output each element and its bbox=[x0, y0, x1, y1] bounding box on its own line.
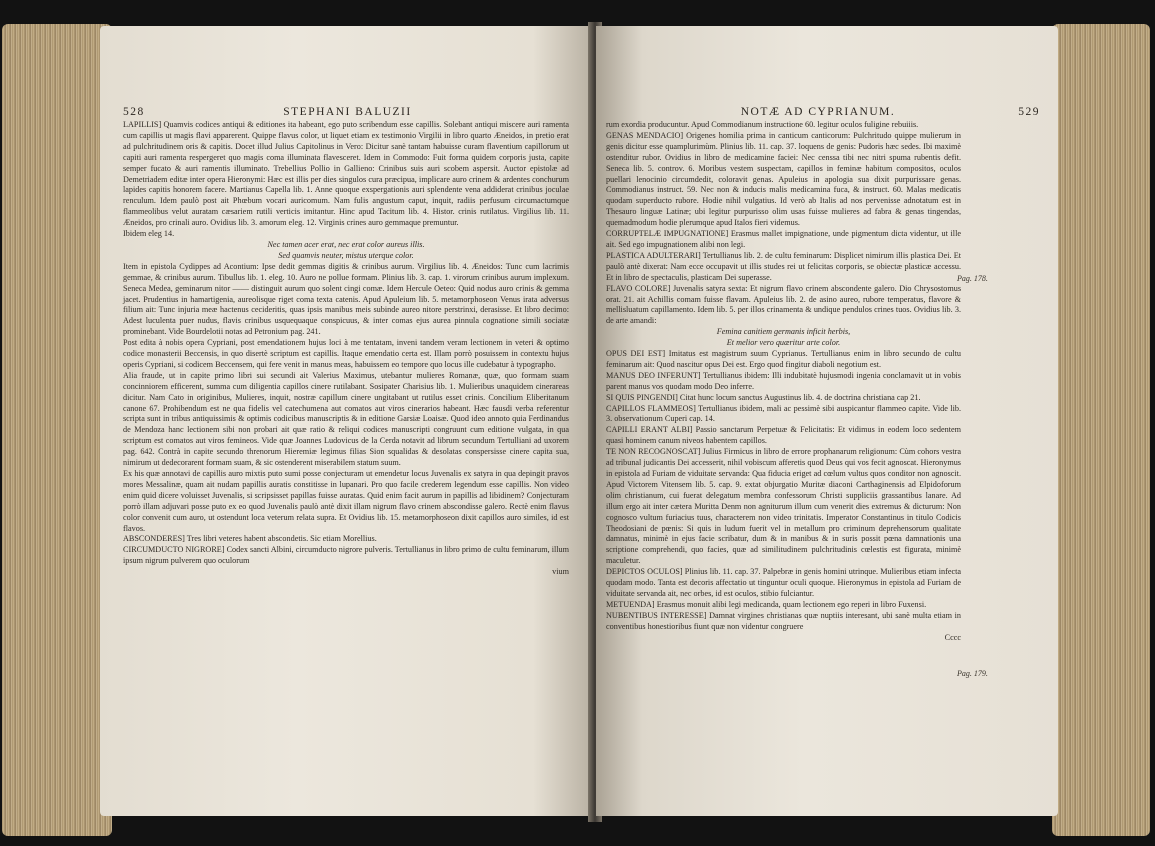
verse-line: Nec tamen acer erat, nec erat color aureus illis. bbox=[267, 239, 425, 249]
paragraph: GENAS MENDACIO] Origenes homilia prima in canticum canticorum: Pulchritudo quippe mulierum in genis dicitur esse quamplurimùm. Plinius lib. 11. cap. 37. loquens de genis: Pudoris hæc sedes. Ibi maximè ostenditur rubor. Ovidius in libro de medicamine faciei: Nec censsa tibi nec nitri spuma rubentis defit. Seneca lib. 5. controv. 6. Moribus vestem suspectam, capillos in feminæ habitum compositos, oculos puellari lenocinio circumdedit, coloravit genas. Apuleius in apologia sua dixit purpurissare genas. Commodianus instruct. 59. Nec non & inducis malis medicamina fuca, & instruct. 60. Malas medicatis quodam superducto rubore. Hodie nihil vulgatius. Id verò ab Italis ad nos pervenisse adnotatum est in Thesauro linguæ Latinæ; ubi legitur purpurisso olim usas fuisse mulieres ad fabra & genas tingendas, quemadmodum hodie plerumque apud Italos fieri videmus. bbox=[606, 130, 961, 228]
paragraph: DEPICTOS OCULOS] Plinius lib. 11. cap. 37. Palpebræ in genis homini utrinque. Mulieribus etiam infecta quodam modo. Tanta est decoris affectatio ut tinguntur oculi quoque. Hieronymus in epistola ad Furiam de viduitate servanda ait, nec orbes, id est oculos, stibio fulciantur. bbox=[606, 567, 961, 598]
left-page bbox=[100, 26, 592, 816]
paragraph: LAPILLIS] Quamvis codices antiqui & editiones ita habeant, ego puto scribendum esse capillis. Solebant antiqui miscere auri ramenta cum capillis ut magis flavi apparerent. Quippe flavus color, ut liquet etiam ex testimonio Virgilii in libro quarto Æneidos, in pretio erat ad pulchritudinem oris & capitis. Docet illud Julius Capitolinus in Vero: Dicitur sanè tantam habuisse curam flaventium capillorum ut capiti auri ramenta respergeret quo magis coma illuminata flavesceret. Idem in Commodo: Fuit forma quidem corporis justa, capite semper fucato & auri ramentis illuminato. Trebellius Pollio in Gallieno: Crinibus suis auri scobem aspersit. Auctor epistolæ ad Demetriadem editæ inter opera Hieronymi: Hæc est illis per dies singulos cura præcipua, implicare auro crinem & ardentes conchurum lapides capitis honorem facere. Martianus Capella lib. 1. Anne quoque exspergationis auri splendente vena addiderat crinibus joculae renculum. Idem paulò post ait Phœbum vocari auricomum. Nam fulis angustum caput, inquit, radiis perfusum circumactumque flammeolibus velut auratam cæsariem rutili verticis imitantur. Hinc apud Tacitum lib. 4. Histor. crinis rutilatus. Virgilius lib. 11. Æneidos, pro crinali auro. Ovidius lib. 3. amorum eleg. 12. Virginis crines auro gemmaque premuntur. bbox=[123, 120, 569, 228]
right-page-number: 529 bbox=[1018, 106, 1040, 118]
verse-intro: Ibidem eleg 14. bbox=[123, 229, 175, 239]
right-page-text bbox=[606, 120, 961, 644]
paragraph: Alia fraude, ut in capite primo libri sui secundi ait Valerius Maximus, utebantur mulieres Romanæ, quæ, quo formam suam concinniorem efficerent, summa cum diligentia capillos cinere rutilabant. Sosipater Charisius lib. 1. Mulieribus unaquidem cinerareas dicitur. Nam Cato in originibus, Mulieres, inquit, nostræ capillum cinere ungitabant ut rutilus esset crinis. Concilium Eliberitanum canone 67. Prohibendum est ne qua fidelis vel catechumena aut comatos aut viros cinerarios habeant. Hæc fausdi verba referentur scripta sunt in tribus antiquissimis & optimis codicibus manuscriptis & in editione Garsiæ Loaisæ. Quod ideo annoto quia Ferdinandus de Mendoza hanc lectionem sibi non probari ait quæ ratio & reliqui codices manuscripti congruunt cum editione vulgata, in qua scriptum est comatos aut viros femineos. Vide quæ Joannes Ludovicus de la Cerda notavit ad librum secundum Tertulliani ad uxorem pag. 642. Contrà in capite secundo threnorum Hieremiæ legimus filias Sion squalidas & desolatas conspersisse cinere capita sua, nimirum ut dedecorarent formam suam, & sic ostenderent miserabilem statum suum. bbox=[123, 370, 569, 468]
margin-note: Pag. 179. bbox=[957, 669, 988, 678]
paragraph: NUBENTIBUS INTERESSE] Damnat virgines christianas quæ nuptiis interesant, ubi sanè multa etiam in conventibus honestioribus fiunt quæ non videntur congruere bbox=[606, 610, 961, 631]
catchword: vium bbox=[552, 567, 569, 577]
paragraph: rum exordia producuntur. Apud Commodianum instructione 60. legitur oculos fuligine rebuiiis. bbox=[606, 120, 919, 129]
paragraph: Ex his quæ annotavi de capillis auro mixtis puto sumi posse conjecturam ut emendetur locus Juvenalis ex satyra in qua depingit pravos mores Messalinæ, quam ait nudam papillis auratis constitisse in lupanari. Pro quo facile crederem legendum esse capillis. Non video enim quid dicere voluisset Juvenalis, si scripsisset papillas fuisse auratas. Quid enim facit aurum in papillis ad libidinem? Conjecturam porrò illam adjuvari posse puto ex eo quod Juvenalis paulò antè dixit illam nigrum flavo crinem abscondisse galero. Rectè enim flavus color convenit cum auro, ut ostendunt loca veterum relata supra. Et Ovidius lib. 15. metamorphoseon dixit capillos auro similes, id est flavos. bbox=[123, 469, 569, 533]
left-page-text bbox=[123, 120, 569, 578]
right-page bbox=[596, 26, 1058, 816]
verse-line: Et melior vero quæritur arte color. bbox=[726, 338, 841, 348]
verse-line: Sed quamvis neuter, mistus uterque color. bbox=[278, 250, 414, 260]
paragraph: TE NON RECOGNOSCAT] Julius Firmicus in libro de errore prophanarum religionum: Cùm cohors vestra ad tribunal judicantis Dei accesserit, nihil vobiscum afferetis quod Deus qui vos fecit agnoscat. Hieronymus in epistola ad Furiam de viduitate servanda: Qua fiducia eriget ad cœlum vultus quos conditor non agnoscit. Apud Victorem Vitensem lib. 5. cap. 9. extat objurgatio Muritæ diaconi Carthaginensis ad Elpidoforum olim christianum, cui fuerat delegatum membra confessorum Christi suppliciis grassantibus lanare. Ad illum ergo ait inter cætera Muritta Denm non agniturum illum cum venerit dies extremus & dicturum: Non cognosco vultum furiacius tuus, characterem non video trinitatis. Imperator Constantinus in titulo Codicis Theodosiani de pœnis: Si quis in ludum fuerit vel in metallum pro criminum deprehensorum qualitate damnatus, minimè in ejus facie scribatur, dum & in manibus & in suris possit pœna damnationis una scriptione comprehendi, quo facies, quæ ad similitudinem pulchritudinis cœlestis est figurata, minimè maculetur. bbox=[606, 447, 961, 566]
paragraph: ABSCONDERES] Tres libri veteres habent abscondetis. Sic etiam Morellius. bbox=[123, 534, 377, 544]
catchword: Cccc bbox=[944, 632, 961, 642]
page-edges-left bbox=[2, 24, 112, 836]
right-page-title: NOTÆ AD CYPRIANUM. bbox=[740, 106, 896, 118]
paragraph: CAPILLOS FLAMMEOS] Tertullianus ibidem, mali ac pessimè sibi auspicantur flammeo capite. Vide lib. 3. observationum Cuperi cap. 14. bbox=[606, 403, 961, 424]
paragraph: Item in epistola Cydippes ad Acontium: Ipse dedit gemmas digitis & crinibus aurum. Virgilius lib. 4. Æneidos: Tunc cum lacrimis gemmae, & crinibus aurum. Tibullus lib. 1. eleg. 10. Auro ne pollue formam. Plinius lib. 3. cap. 1. virorum crinibus aurum implexum. Seneca Medea, geminarum nitor —— distinguit aurum quo solent cingi comæ. Idem Hercule Oeteo: Quid nodus auro crinis & gemma jacet. Prudentius in hamartigenia, aureolisque riget coma texta catenis. Apud Apuleium lib. 5. metamorphoseon Venus irata adversus filium ait: Tunc injuria meæ hactenus cecideritis, quas ipsis manibus meis subinde aureo nitore perstrinxi, derasisse. Et libro decimo: Adest luculenta puer nudus, flavis crinibus usquequaque conspicuus, & inter comas ejus aurea pinnula cognatione simili sociatæ prominebant. Vide Bourdelotii notas ad Petronium pag. 241. bbox=[123, 261, 569, 337]
page-edges-right bbox=[1052, 24, 1150, 836]
paragraph: CIRCUMDUCTO NIGRORE] Codex sancti Albini, circumducto nigrore pulveris. Tertullianus in libro primo de cultu feminarum, illum ipsum nigrum pulverem quo oculorum bbox=[123, 545, 569, 566]
margin-note: Pag. 178. bbox=[957, 274, 988, 283]
paragraph: PLASTICA ADULTERARI] Tertullianus lib. 2. de cultu feminarum: Displicet nimirum illis plastica Dei. Et paulò antè dixerat: Nam ecce occupavit ut illis studes rei ut felicitas corporis, se obiectæ plasticæ accessu. Et in libro de spectaculis, plasticam Dei superasse. bbox=[606, 250, 961, 282]
paragraph: OPUS DEI EST] Imitatus est magistrum suum Cyprianus. Tertullianus enim in libro secundo de cultu feminarum ait: Quod nascitur opus Dei est. Ergo quod fingitur diaboli negotium est. bbox=[606, 349, 961, 369]
paragraph: METUENDA] Erasmus monuit alibi legi medicanda, quam lectionem ego reperi in libro Fuxensi. bbox=[606, 599, 927, 609]
paragraph: Post edita à nobis opera Cypriani, post emendationem hujus loci à me tentatam, inveni tandem veram lectionem in veteri & optimo codice monasterii Beccensis, in quo disertè scriptum est capillis. Itaque emendatio certa est. Illam porrò posuissem in contextu hujus operis Cypriani, si codicem Beccensem, qui fere venit in manus meas, habuissem eo tempore quo locus ille cudebatur à typographo. bbox=[123, 338, 569, 369]
paragraph: CORRUPTELÆ IMPUGNATIONE] Erasmus mallet impignatione, unde pigmentum dicta videntur, ut ille ait. Sed ego impugnationem alibi non legi. bbox=[606, 229, 961, 249]
paragraph: CAPILLI ERANT ALBI] Passio sanctarum Perpetuæ & Felicitatis: Et vidimus in eodem loco sedentem quasi hominem canum niveos habentem capillos. bbox=[606, 425, 961, 446]
left-page-number: 528 bbox=[123, 106, 145, 118]
book-spread bbox=[0, 6, 1155, 846]
paragraph: MANUS DEO INFERUNT] Tertullianus ibidem: Illi indubitatè hujusmodi ingenia conclamavit ut in vobis parent manus vos quodam modo Deo inferre. bbox=[606, 370, 961, 391]
verse-line: Femina canitiem germanis inficit herbis, bbox=[716, 327, 851, 337]
paragraph: FLAVO COLORE] Juvenalis satyra sexta: Et nigrum flavo crinem abscondente galero. Dio Chrysostomus orat. 21. ait Achillis comam fuisse flavam. Apuleius lib. 2. de asino aureo, rubore temperatus, flavore & mellisluatum capillamento. Idem lib. 5. per illos crinamenta & undique pendulos crines tuos. Ovidius lib. 3. de arte amandi: bbox=[606, 283, 961, 326]
paragraph: SI QUIS PINGENDI] Citat hunc locum sanctus Augustinus lib. 4. de doctrina christiana cap 21. bbox=[606, 392, 921, 402]
left-page-title: STEPHANI BALUZII bbox=[283, 106, 412, 118]
